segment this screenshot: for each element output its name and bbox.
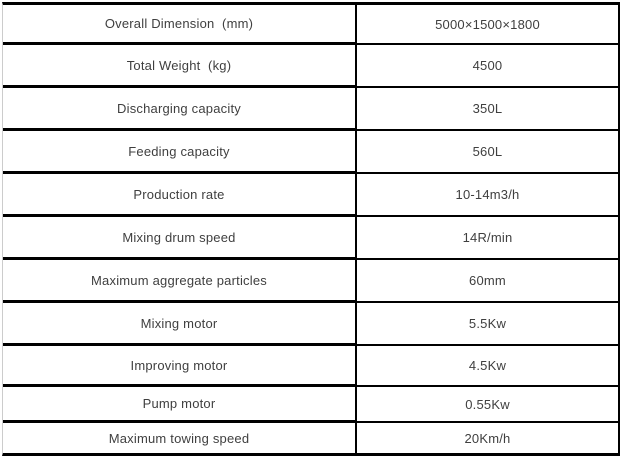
spec-value-cell: 0.55Kw	[355, 387, 618, 423]
spec-label-cell: Mixing drum speed	[3, 217, 355, 260]
table-row	[3, 217, 618, 260]
spec-label-cell: Production rate	[3, 174, 355, 217]
table-row	[3, 174, 618, 217]
spec-value-cell: 14R/min	[355, 217, 618, 260]
spec-label-cell: Total Weight (kg)	[3, 45, 355, 88]
spec-label-cell: Overall Dimension (mm)	[3, 5, 355, 45]
specification-table	[2, 2, 620, 456]
spec-value-cell: 10-14m3/h	[355, 174, 618, 217]
spec-label-cell: Maximum towing speed	[108, 430, 250, 446]
table-row	[3, 260, 618, 303]
spec-value-cell: 560L	[355, 131, 618, 174]
table-row	[3, 5, 618, 45]
spec-label-cell: Mixing motor	[3, 303, 355, 346]
table-row	[3, 303, 618, 346]
spec-value-cell: 20Km/h	[355, 423, 618, 453]
spec-label-cell: Feeding capacity	[3, 131, 355, 174]
table-row	[3, 423, 618, 453]
table-row	[3, 45, 618, 88]
table-row	[3, 131, 618, 174]
spec-label-cell: Maximum aggregate particles	[3, 260, 355, 303]
spec-label-cell: Pump motor	[3, 387, 355, 423]
spec-value-cell: 4500	[355, 45, 618, 88]
table-row	[3, 346, 618, 387]
spec-label-cell: Improving motor	[3, 346, 355, 387]
spec-value-cell: 4.5Kw	[355, 346, 618, 387]
spec-value-cell: 5.5Kw	[355, 303, 618, 346]
table-row	[3, 387, 618, 423]
table-row	[3, 88, 618, 131]
spec-value-cell: 5000×1500×1800	[355, 5, 618, 45]
spec-label-cell: Discharging capacity	[3, 88, 355, 131]
spec-value-cell: 60mm	[355, 260, 618, 303]
spec-value-cell: 350L	[355, 88, 618, 131]
